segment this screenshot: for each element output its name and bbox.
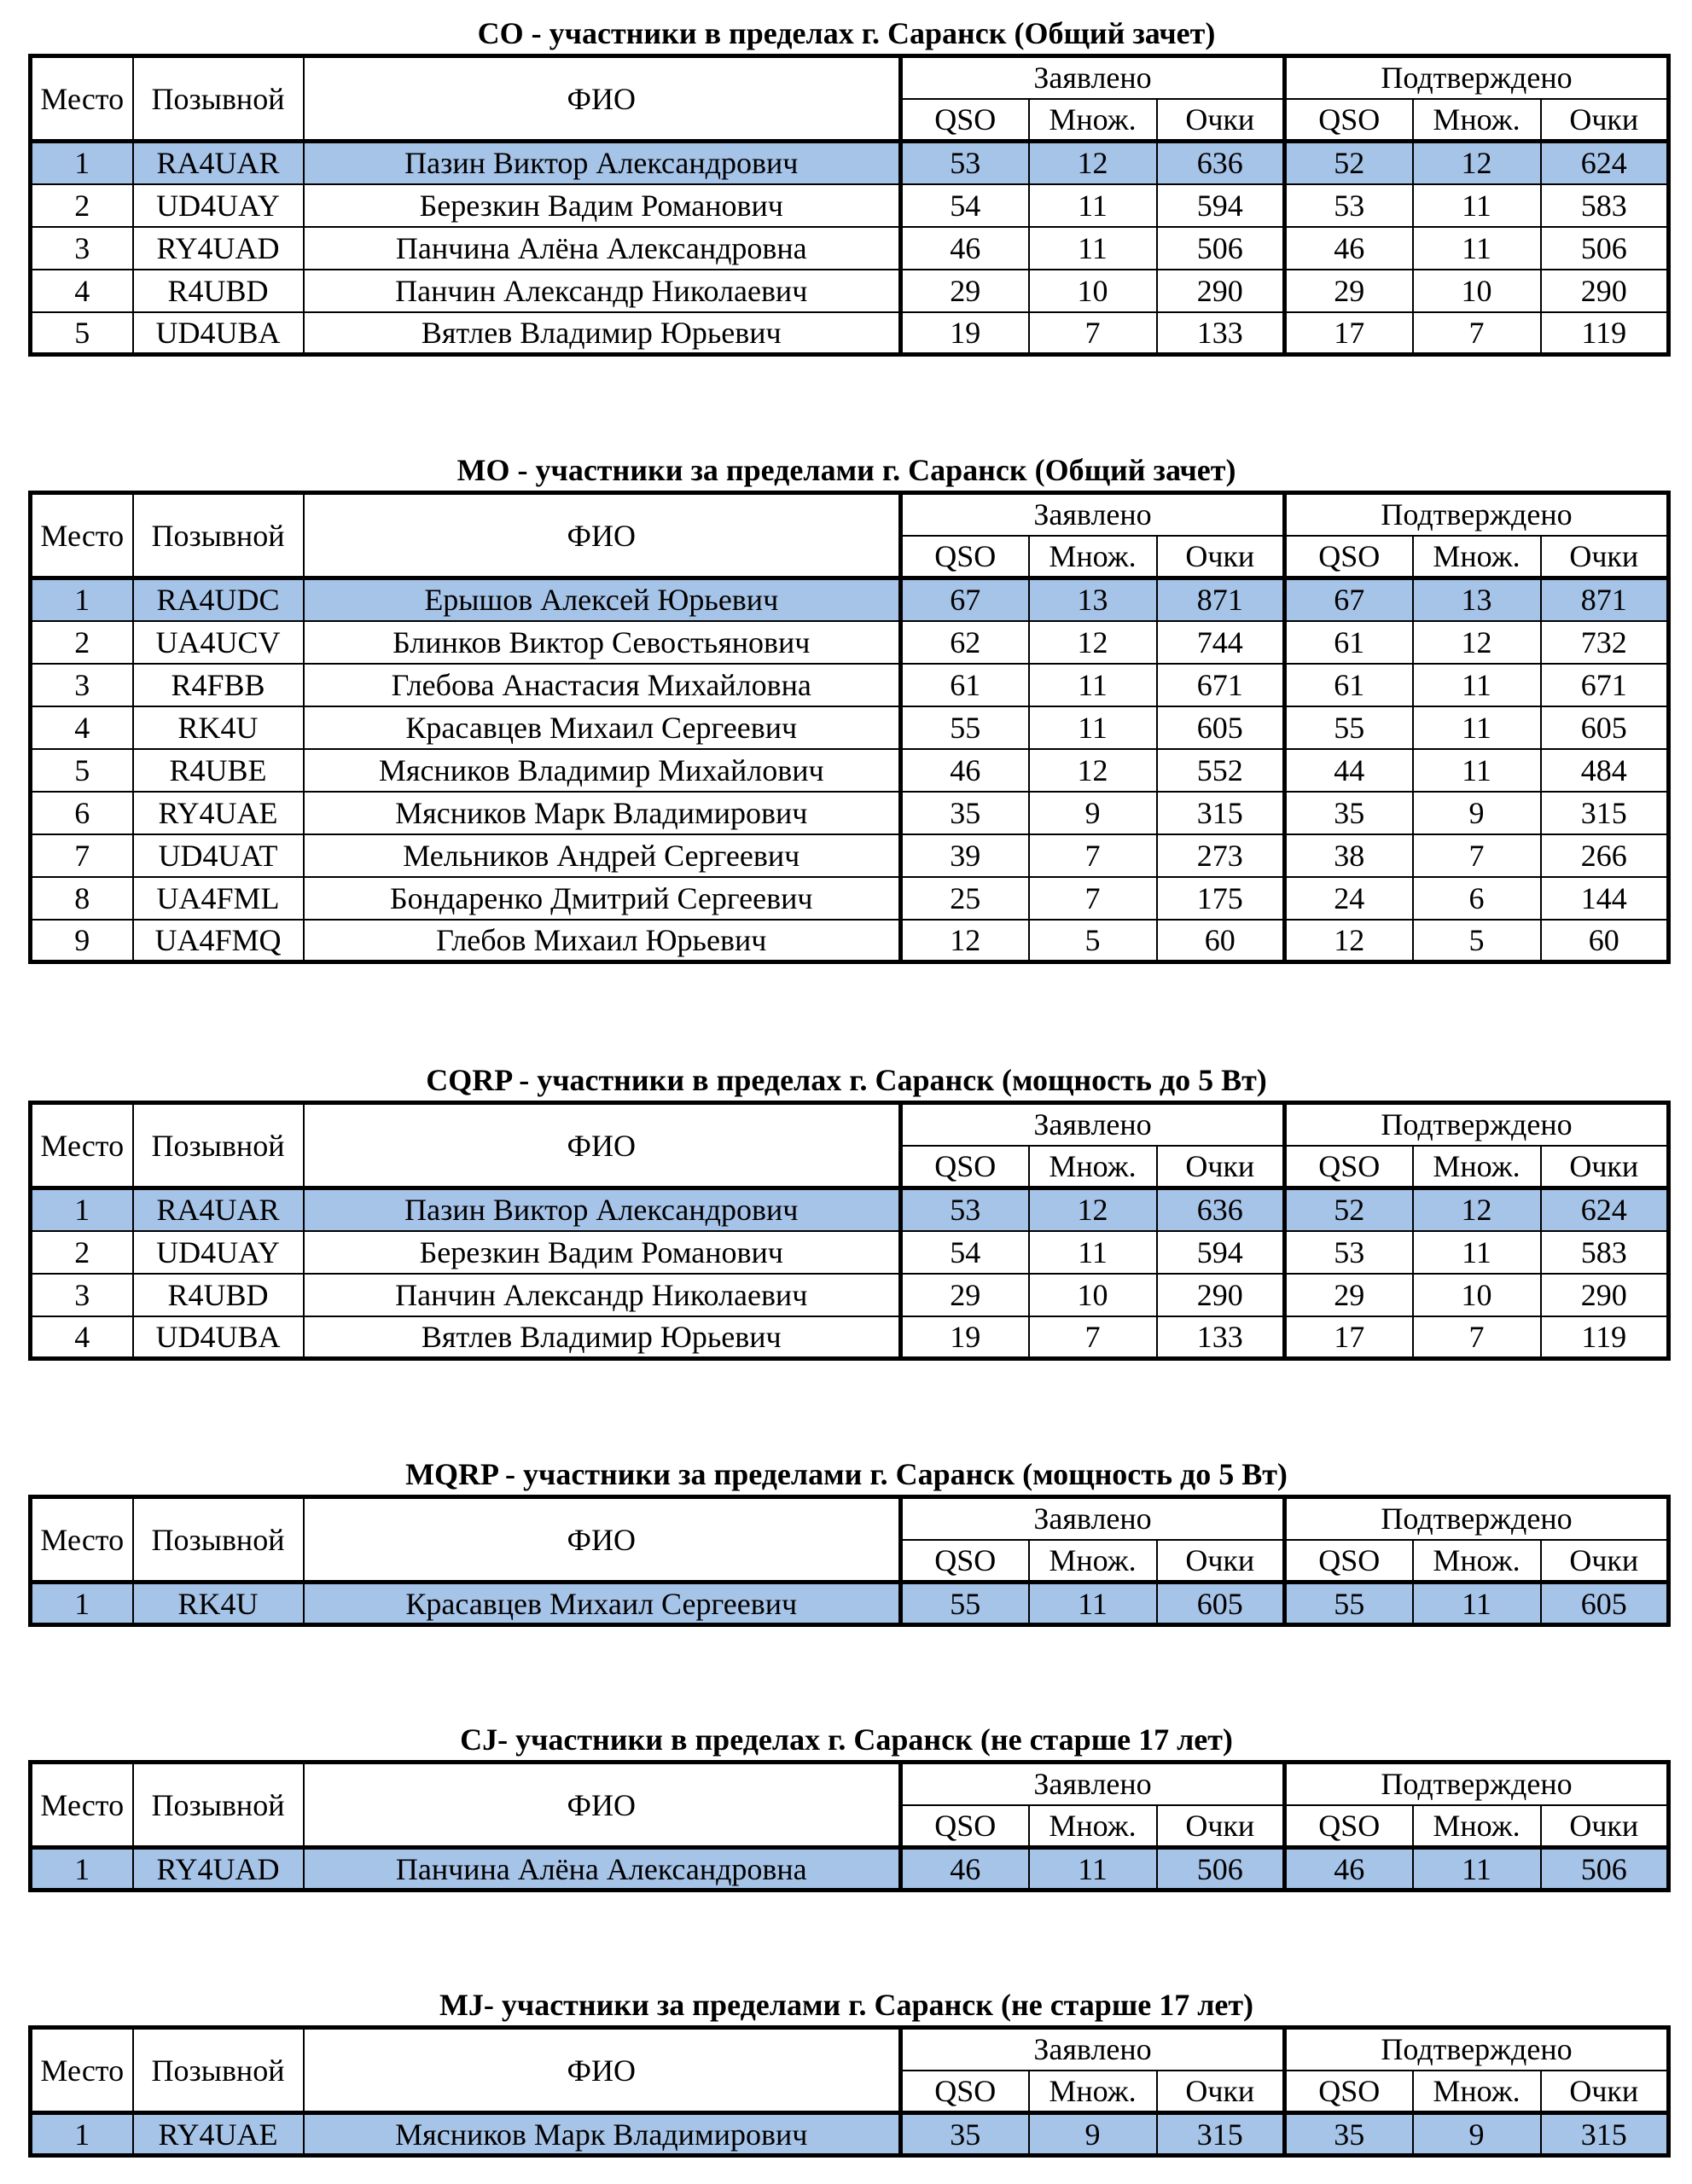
header-mult: Множ.: [1029, 99, 1157, 142]
claimed-mult-cell: 11: [1029, 1583, 1157, 1625]
confirmed-qso-cell: 12: [1285, 920, 1413, 962]
full-name-cell: Панчина Алёна Александровна: [304, 227, 901, 270]
header-score: Очки: [1157, 2071, 1285, 2113]
claimed-score-cell: 605: [1157, 1583, 1285, 1625]
table-row: [31, 2113, 1669, 2156]
claimed-qso-cell: 46: [901, 749, 1029, 792]
claimed-qso-cell: 62: [901, 621, 1029, 664]
claimed-mult-cell: 11: [1029, 1848, 1157, 1891]
header-qso: QSO: [901, 1540, 1029, 1583]
table-row: [31, 270, 1669, 312]
confirmed-mult-cell: 5: [1413, 920, 1541, 962]
header-place: Место: [31, 1103, 133, 1188]
header-score: Очки: [1157, 1146, 1285, 1188]
confirmed-score-cell: 671: [1541, 664, 1669, 706]
full-name-cell: Панчин Александр Николаевич: [304, 270, 901, 312]
claimed-qso-cell: 67: [901, 578, 1029, 621]
header-row: [31, 56, 1669, 99]
header-claimed: Заявлено: [901, 1763, 1285, 1805]
table-row: [31, 749, 1669, 792]
claimed-mult-cell: 12: [1029, 749, 1157, 792]
header-qso: QSO: [1285, 536, 1413, 578]
full-name-cell: Мельников Андрей Сергеевич: [304, 834, 901, 877]
confirmed-score-cell: 624: [1541, 142, 1669, 184]
claimed-score-cell: 133: [1157, 312, 1285, 355]
callsign-cell: RY4UAD: [133, 1848, 304, 1891]
callsign-cell: UD4UAY: [133, 184, 304, 227]
claimed-score-cell: 315: [1157, 2113, 1285, 2156]
table-row: [31, 578, 1669, 621]
table-row: [31, 792, 1669, 834]
confirmed-score-cell: 60: [1541, 920, 1669, 962]
place-cell: 6: [31, 792, 133, 834]
section-title: CJ- участники в пределах г. Саранск (не старше 17 лет): [460, 1722, 1233, 1757]
full-name-cell: Березкин Вадим Романович: [304, 1231, 901, 1274]
header-place: Место: [31, 1763, 133, 1848]
confirmed-mult-cell: 11: [1413, 749, 1541, 792]
claimed-score-cell: 290: [1157, 1274, 1285, 1316]
header-mult: Множ.: [1413, 99, 1541, 142]
place-cell: 5: [31, 749, 133, 792]
claimed-mult-cell: 7: [1029, 1316, 1157, 1359]
header-claimed: Заявлено: [901, 493, 1285, 536]
place-cell: 3: [31, 227, 133, 270]
claimed-qso-cell: 29: [901, 1274, 1029, 1316]
confirmed-mult-cell: 7: [1413, 834, 1541, 877]
callsign-cell: UA4FML: [133, 877, 304, 920]
header-callsign: Позывной: [133, 2028, 304, 2113]
header-mult: Множ.: [1413, 2071, 1541, 2113]
callsign-cell: RA4UAR: [133, 142, 304, 184]
table-row: [31, 1848, 1669, 1891]
header-mult: Множ.: [1413, 1146, 1541, 1188]
callsign-cell: RK4U: [133, 1583, 304, 1625]
claimed-qso-cell: 39: [901, 834, 1029, 877]
confirmed-qso-cell: 46: [1285, 1848, 1413, 1891]
confirmed-score-cell: 119: [1541, 1316, 1669, 1359]
results-table: [28, 1495, 1671, 1627]
confirmed-mult-cell: 11: [1413, 1583, 1541, 1625]
full-name-cell: Блинков Виктор Севостьянович: [304, 621, 901, 664]
claimed-qso-cell: 54: [901, 184, 1029, 227]
header-name: ФИО: [304, 56, 901, 142]
confirmed-score-cell: 871: [1541, 578, 1669, 621]
header-confirmed: Подтверждено: [1285, 493, 1669, 536]
header-claimed: Заявлено: [901, 1497, 1285, 1540]
full-name-cell: Вятлев Владимир Юрьевич: [304, 1316, 901, 1359]
confirmed-mult-cell: 11: [1413, 1231, 1541, 1274]
confirmed-score-cell: 119: [1541, 312, 1669, 355]
claimed-score-cell: 175: [1157, 877, 1285, 920]
claimed-mult-cell: 11: [1029, 664, 1157, 706]
header-name: ФИО: [304, 1497, 901, 1583]
section-title: CO - участники в пределах г. Саранск (Общий зачет): [477, 16, 1216, 50]
header-place: Место: [31, 56, 133, 142]
header-mult: Множ.: [1029, 536, 1157, 578]
confirmed-qso-cell: 35: [1285, 792, 1413, 834]
claimed-qso-cell: 35: [901, 2113, 1029, 2156]
claimed-mult-cell: 10: [1029, 270, 1157, 312]
claimed-score-cell: 594: [1157, 184, 1285, 227]
confirmed-mult-cell: 6: [1413, 877, 1541, 920]
confirmed-qso-cell: 55: [1285, 1583, 1413, 1625]
header-callsign: Позывной: [133, 1497, 304, 1583]
table-row: [31, 1316, 1669, 1359]
claimed-mult-cell: 11: [1029, 706, 1157, 749]
header-claimed: Заявлено: [901, 1103, 1285, 1146]
section-title: MQRP - участники за пределами г. Саранск (мощность до 5 Вт): [405, 1457, 1288, 1491]
header-score: Очки: [1157, 536, 1285, 578]
confirmed-mult-cell: 9: [1413, 2113, 1541, 2156]
place-cell: 3: [31, 664, 133, 706]
confirmed-mult-cell: 13: [1413, 578, 1541, 621]
header-mult: Множ.: [1029, 1146, 1157, 1188]
claimed-score-cell: 636: [1157, 1188, 1285, 1231]
confirmed-score-cell: 732: [1541, 621, 1669, 664]
place-cell: 2: [31, 621, 133, 664]
header-mult: Множ.: [1029, 1540, 1157, 1583]
confirmed-mult-cell: 9: [1413, 792, 1541, 834]
claimed-score-cell: 552: [1157, 749, 1285, 792]
claimed-score-cell: 671: [1157, 664, 1285, 706]
confirmed-score-cell: 315: [1541, 2113, 1669, 2156]
place-cell: 9: [31, 920, 133, 962]
claimed-mult-cell: 7: [1029, 834, 1157, 877]
results-table: [28, 491, 1671, 964]
confirmed-qso-cell: 53: [1285, 1231, 1413, 1274]
place-cell: 3: [31, 1274, 133, 1316]
claimed-qso-cell: 46: [901, 1848, 1029, 1891]
header-claimed: Заявлено: [901, 56, 1285, 99]
callsign-cell: R4UBD: [133, 1274, 304, 1316]
header-confirmed: Подтверждено: [1285, 1763, 1669, 1805]
header-row: [31, 1103, 1669, 1146]
header-confirmed: Подтверждено: [1285, 56, 1669, 99]
header-qso: QSO: [901, 2071, 1029, 2113]
confirmed-score-cell: 506: [1541, 1848, 1669, 1891]
confirmed-score-cell: 290: [1541, 270, 1669, 312]
claimed-qso-cell: 54: [901, 1231, 1029, 1274]
confirmed-qso-cell: 55: [1285, 706, 1413, 749]
claimed-qso-cell: 25: [901, 877, 1029, 920]
header-name: ФИО: [304, 1763, 901, 1848]
table-row: [31, 706, 1669, 749]
claimed-mult-cell: 12: [1029, 621, 1157, 664]
header-name: ФИО: [304, 1103, 901, 1188]
place-cell: 2: [31, 184, 133, 227]
header-score: Очки: [1541, 1540, 1669, 1583]
header-name: ФИО: [304, 2028, 901, 2113]
table-row: [31, 920, 1669, 962]
confirmed-qso-cell: 24: [1285, 877, 1413, 920]
header-name: ФИО: [304, 493, 901, 578]
place-cell: 4: [31, 270, 133, 312]
header-score: Очки: [1157, 99, 1285, 142]
confirmed-qso-cell: 53: [1285, 184, 1413, 227]
confirmed-qso-cell: 29: [1285, 270, 1413, 312]
header-qso: QSO: [1285, 2071, 1413, 2113]
confirmed-qso-cell: 46: [1285, 227, 1413, 270]
confirmed-mult-cell: 12: [1413, 1188, 1541, 1231]
confirmed-mult-cell: 11: [1413, 184, 1541, 227]
confirmed-qso-cell: 38: [1285, 834, 1413, 877]
header-callsign: Позывной: [133, 1763, 304, 1848]
header-qso: QSO: [901, 1805, 1029, 1848]
table-row: [31, 834, 1669, 877]
claimed-score-cell: 133: [1157, 1316, 1285, 1359]
header-callsign: Позывной: [133, 56, 304, 142]
confirmed-score-cell: 624: [1541, 1188, 1669, 1231]
header-mult: Множ.: [1029, 1805, 1157, 1848]
callsign-cell: R4UBE: [133, 749, 304, 792]
claimed-mult-cell: 9: [1029, 792, 1157, 834]
confirmed-score-cell: 605: [1541, 1583, 1669, 1625]
confirmed-qso-cell: 61: [1285, 664, 1413, 706]
header-score: Очки: [1157, 1540, 1285, 1583]
confirmed-mult-cell: 11: [1413, 664, 1541, 706]
table-row: [31, 1274, 1669, 1316]
full-name-cell: Ерышов Алексей Юрьевич: [304, 578, 901, 621]
header-row: [31, 2028, 1669, 2071]
results-table: [28, 54, 1671, 357]
confirmed-mult-cell: 12: [1413, 621, 1541, 664]
claimed-mult-cell: 9: [1029, 2113, 1157, 2156]
callsign-cell: UA4FMQ: [133, 920, 304, 962]
place-cell: 1: [31, 142, 133, 184]
confirmed-qso-cell: 35: [1285, 2113, 1413, 2156]
place-cell: 1: [31, 1848, 133, 1891]
header-score: Очки: [1541, 2071, 1669, 2113]
full-name-cell: Красавцев Михаил Сергеевич: [304, 706, 901, 749]
header-mult: Множ.: [1029, 2071, 1157, 2113]
header-confirmed: Подтверждено: [1285, 2028, 1669, 2071]
claimed-qso-cell: 55: [901, 706, 1029, 749]
table-row: [31, 184, 1669, 227]
table-row: [31, 1583, 1669, 1625]
header-mult: Множ.: [1413, 1540, 1541, 1583]
claimed-score-cell: 871: [1157, 578, 1285, 621]
claimed-mult-cell: 10: [1029, 1274, 1157, 1316]
header-place: Место: [31, 1497, 133, 1583]
table-row: [31, 877, 1669, 920]
full-name-cell: Мясников Марк Владимирович: [304, 792, 901, 834]
confirmed-mult-cell: 10: [1413, 1274, 1541, 1316]
confirmed-qso-cell: 44: [1285, 749, 1413, 792]
callsign-cell: RA4UAR: [133, 1188, 304, 1231]
confirmed-score-cell: 266: [1541, 834, 1669, 877]
header-score: Очки: [1157, 1805, 1285, 1848]
confirmed-qso-cell: 52: [1285, 142, 1413, 184]
claimed-mult-cell: 5: [1029, 920, 1157, 962]
full-name-cell: Пазин Виктор Александрович: [304, 1188, 901, 1231]
claimed-mult-cell: 13: [1029, 578, 1157, 621]
confirmed-qso-cell: 17: [1285, 312, 1413, 355]
claimed-mult-cell: 12: [1029, 1188, 1157, 1231]
callsign-cell: RK4U: [133, 706, 304, 749]
place-cell: 5: [31, 312, 133, 355]
callsign-cell: RA4UDC: [133, 578, 304, 621]
claimed-qso-cell: 19: [901, 1316, 1029, 1359]
claimed-score-cell: 594: [1157, 1231, 1285, 1274]
table-row: [31, 142, 1669, 184]
claimed-qso-cell: 29: [901, 270, 1029, 312]
full-name-cell: Березкин Вадим Романович: [304, 184, 901, 227]
confirmed-qso-cell: 52: [1285, 1188, 1413, 1231]
full-name-cell: Глебов Михаил Юрьевич: [304, 920, 901, 962]
place-cell: 8: [31, 877, 133, 920]
confirmed-qso-cell: 67: [1285, 578, 1413, 621]
header-qso: QSO: [1285, 1805, 1413, 1848]
confirmed-qso-cell: 61: [1285, 621, 1413, 664]
header-qso: QSO: [901, 536, 1029, 578]
header-score: Очки: [1541, 536, 1669, 578]
claimed-score-cell: 744: [1157, 621, 1285, 664]
confirmed-mult-cell: 7: [1413, 1316, 1541, 1359]
header-qso: QSO: [1285, 1540, 1413, 1583]
confirmed-score-cell: 315: [1541, 792, 1669, 834]
confirmed-score-cell: 583: [1541, 1231, 1669, 1274]
header-callsign: Позывной: [133, 493, 304, 578]
callsign-cell: R4FBB: [133, 664, 304, 706]
confirmed-score-cell: 605: [1541, 706, 1669, 749]
header-score: Очки: [1541, 99, 1669, 142]
callsign-cell: UD4UAT: [133, 834, 304, 877]
claimed-mult-cell: 7: [1029, 312, 1157, 355]
results-table: [28, 1101, 1671, 1361]
header-claimed: Заявлено: [901, 2028, 1285, 2071]
header-qso: QSO: [1285, 99, 1413, 142]
table-row: [31, 1188, 1669, 1231]
full-name-cell: Бондаренко Дмитрий Сергеевич: [304, 877, 901, 920]
confirmed-mult-cell: 11: [1413, 227, 1541, 270]
header-qso: QSO: [1285, 1146, 1413, 1188]
place-cell: 1: [31, 1188, 133, 1231]
callsign-cell: UD4UBA: [133, 1316, 304, 1359]
claimed-mult-cell: 11: [1029, 1231, 1157, 1274]
full-name-cell: Красавцев Михаил Сергеевич: [304, 1583, 901, 1625]
claimed-score-cell: 315: [1157, 792, 1285, 834]
callsign-cell: RY4UAE: [133, 2113, 304, 2156]
header-place: Место: [31, 493, 133, 578]
place-cell: 1: [31, 578, 133, 621]
full-name-cell: Вятлев Владимир Юрьевич: [304, 312, 901, 355]
claimed-qso-cell: 12: [901, 920, 1029, 962]
confirmed-qso-cell: 17: [1285, 1316, 1413, 1359]
full-name-cell: Мясников Владимир Михайлович: [304, 749, 901, 792]
claimed-score-cell: 605: [1157, 706, 1285, 749]
claimed-qso-cell: 53: [901, 1188, 1029, 1231]
header-mult: Множ.: [1413, 536, 1541, 578]
header-confirmed: Подтверждено: [1285, 1497, 1669, 1540]
full-name-cell: Пазин Виктор Александрович: [304, 142, 901, 184]
confirmed-qso-cell: 29: [1285, 1274, 1413, 1316]
place-cell: 4: [31, 706, 133, 749]
results-table: [28, 2025, 1671, 2158]
table-row: [31, 227, 1669, 270]
table-row: [31, 1231, 1669, 1274]
claimed-score-cell: 636: [1157, 142, 1285, 184]
claimed-mult-cell: 7: [1029, 877, 1157, 920]
full-name-cell: Панчина Алёна Александровна: [304, 1848, 901, 1891]
header-qso: QSO: [901, 99, 1029, 142]
claimed-mult-cell: 12: [1029, 142, 1157, 184]
header-row: [31, 1497, 1669, 1540]
confirmed-score-cell: 506: [1541, 227, 1669, 270]
callsign-cell: RY4UAE: [133, 792, 304, 834]
callsign-cell: RY4UAD: [133, 227, 304, 270]
claimed-mult-cell: 11: [1029, 227, 1157, 270]
claimed-qso-cell: 35: [901, 792, 1029, 834]
claimed-mult-cell: 11: [1029, 184, 1157, 227]
header-score: Очки: [1541, 1146, 1669, 1188]
header-row: [31, 1763, 1669, 1805]
section-title: MJ- участники за пределами г. Саранск (не старше 17 лет): [439, 1988, 1254, 2022]
place-cell: 7: [31, 834, 133, 877]
confirmed-mult-cell: 11: [1413, 706, 1541, 749]
confirmed-mult-cell: 10: [1413, 270, 1541, 312]
header-mult: Множ.: [1413, 1805, 1541, 1848]
claimed-score-cell: 273: [1157, 834, 1285, 877]
claimed-score-cell: 506: [1157, 227, 1285, 270]
confirmed-score-cell: 290: [1541, 1274, 1669, 1316]
place-cell: 4: [31, 1316, 133, 1359]
full-name-cell: Мясников Марк Владимирович: [304, 2113, 901, 2156]
claimed-score-cell: 506: [1157, 1848, 1285, 1891]
confirmed-mult-cell: 11: [1413, 1848, 1541, 1891]
claimed-score-cell: 60: [1157, 920, 1285, 962]
claimed-qso-cell: 19: [901, 312, 1029, 355]
place-cell: 1: [31, 2113, 133, 2156]
callsign-cell: R4UBD: [133, 270, 304, 312]
header-row: [31, 493, 1669, 536]
place-cell: 1: [31, 1583, 133, 1625]
table-row: [31, 664, 1669, 706]
header-callsign: Позывной: [133, 1103, 304, 1188]
place-cell: 2: [31, 1231, 133, 1274]
confirmed-score-cell: 583: [1541, 184, 1669, 227]
header-qso: QSO: [901, 1146, 1029, 1188]
header-place: Место: [31, 2028, 133, 2113]
claimed-score-cell: 290: [1157, 270, 1285, 312]
table-row: [31, 312, 1669, 355]
claimed-qso-cell: 61: [901, 664, 1029, 706]
header-score: Очки: [1541, 1805, 1669, 1848]
table-row: [31, 621, 1669, 664]
section-title: CQRP - участники в пределах г. Саранск (мощность до 5 Вт): [426, 1063, 1267, 1097]
confirmed-mult-cell: 12: [1413, 142, 1541, 184]
results-table: [28, 1760, 1671, 1892]
section-title: MO - участники за пределами г. Саранск (Общий зачет): [456, 453, 1236, 487]
claimed-qso-cell: 53: [901, 142, 1029, 184]
claimed-qso-cell: 46: [901, 227, 1029, 270]
callsign-cell: UA4UCV: [133, 621, 304, 664]
confirmed-mult-cell: 7: [1413, 312, 1541, 355]
callsign-cell: UD4UAY: [133, 1231, 304, 1274]
confirmed-score-cell: 144: [1541, 877, 1669, 920]
claimed-qso-cell: 55: [901, 1583, 1029, 1625]
callsign-cell: UD4UBA: [133, 312, 304, 355]
header-confirmed: Подтверждено: [1285, 1103, 1669, 1146]
full-name-cell: Панчин Александр Николаевич: [304, 1274, 901, 1316]
confirmed-score-cell: 484: [1541, 749, 1669, 792]
full-name-cell: Глебова Анастасия Михайловна: [304, 664, 901, 706]
